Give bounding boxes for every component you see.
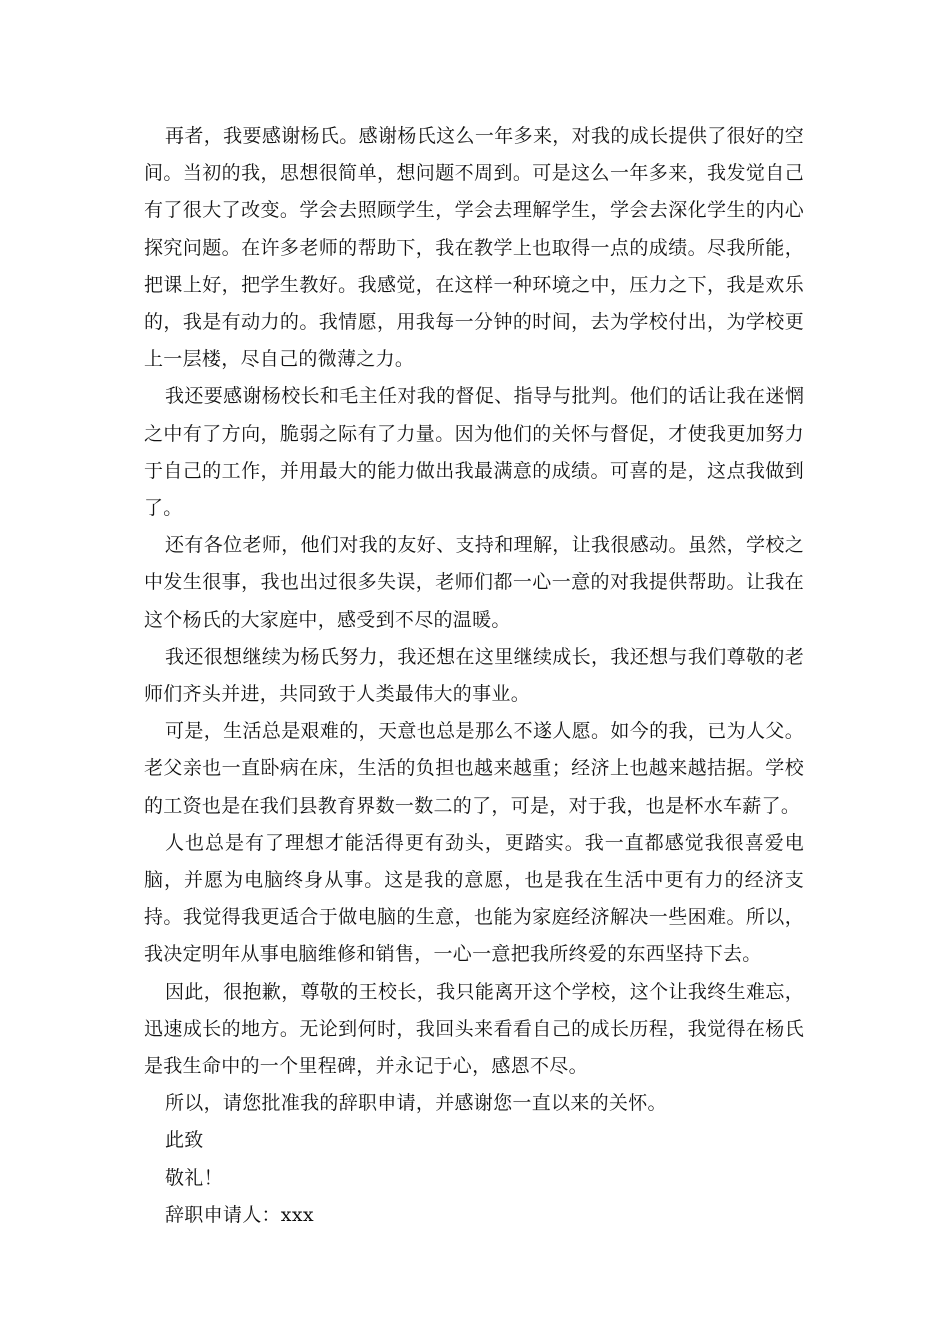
closing-regards: 敬礼！ (165, 1166, 223, 1189)
letter-body (144, 118, 804, 1234)
closing-salutation: 此致 (165, 1129, 204, 1152)
paragraph-gratitude-teachers: 还有各位老师，他们对我的友好、支持和理解，让我很感动。虽然，学校之中发生很事，我也出过很多失误，老师们都一心一意的对我提供帮助。让我在这个杨氏的大家庭中，感受到不尽的温暖。 (144, 534, 804, 631)
paragraph-request: 所以，请您批准我的辞职申请，并感谢您一直以来的关怀。 (165, 1092, 667, 1115)
signature-line: 辞职申请人：xxx (165, 1203, 314, 1226)
paragraph-gratitude-school: 再者，我要感谢杨氏。感谢杨氏这么一年多来，对我的成长提供了很好的空间。当初的我，思想很简单，想问题不周到。可是这么一年多来，我发觉自己有了很大了改变。学会去照顾学生，学会去理解学生，学会去深化学生的内心探究问题。在许多老师的帮助下，我在教学上也取得一点的成绩。尽我所能，把课上好，把学生教好。我感觉，在这样一种环境之中，压力之下，我是欢乐的，我是有动力的。我情愿，用我每一分钟的时间，去为学校付出，为学校更上一层楼，尽自己的微薄之力。 (144, 125, 804, 371)
paragraph-wish-to-stay: 我还很想继续为杨氏努力，我还想在这里继续成长，我还想与我们尊敬的老师们齐头并进，共同致于人类最伟大的事业。 (144, 645, 804, 706)
paragraph-farewell: 因此，很抱歉，尊敬的王校长，我只能离开这个学校，这个让我终生难忘，迅速成长的地方。无论到何时，我回头来看看自己的成长历程，我觉得在杨氏是我生命中的一个里程碑，并永记于心，感恩不尽。 (144, 980, 804, 1078)
paragraph-new-career: 人也总是有了理想才能活得更有劲头，更踏实。我一直都感觉我很喜爱电脑，并愿为电脑终身从事。这是我的意愿，也是我在生活中更有力的经济支持。我觉得我更适合于做电脑的生意，也能为家庭经济解决一些困难。所以，我决定明年从事电脑维修和销售，一心一意把我所终爱的东西坚持下去。 (144, 831, 804, 966)
paragraph-hardship: 可是，生活总是艰难的，天意也总是那么不遂人愿。如今的我，已为人父。老父亲也一直卧病在床，生活的负担也越来越重；经济上也越来越拮据。学校的工资也是在我们县教育界数一数二的了，可是，对于我，也是杯水车薪了。 (144, 720, 804, 817)
paragraph-gratitude-leaders: 我还要感谢杨校长和毛主任对我的督促、指导与批判。他们的话让我在迷惘之中有了方向，脆弱之际有了力量。因为他们的关怀与督促，才使我更加努力于自己的工作，并用最大的能力做出我最满意的成绩。可喜的是，这点我做到了。 (144, 385, 804, 520)
